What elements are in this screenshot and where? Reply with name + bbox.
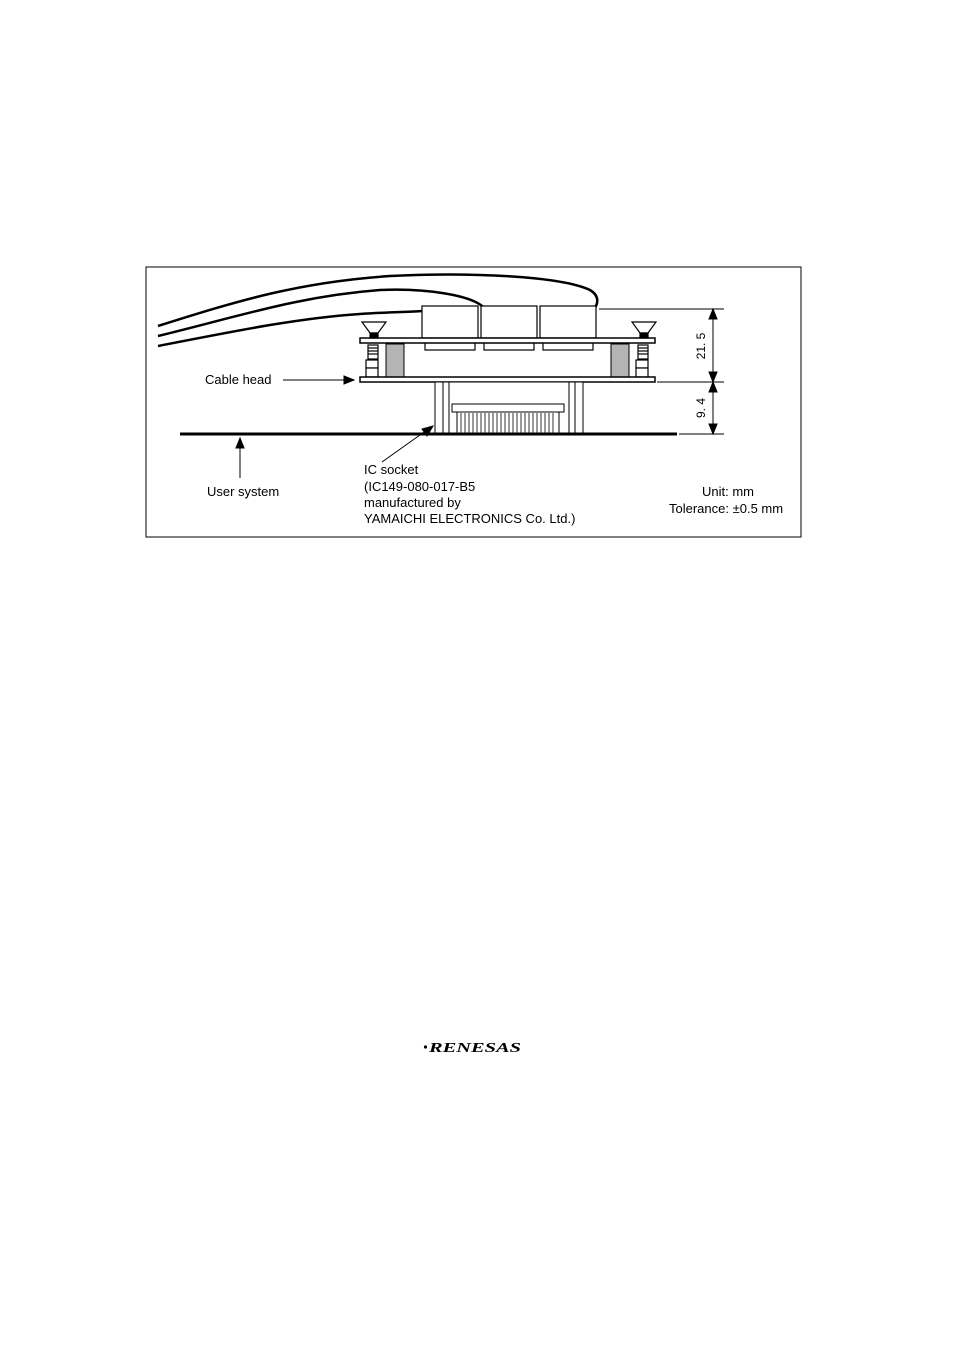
ic-socket-label-line4: YAMAICHI ELECTRONICS Co. Ltd.)	[364, 511, 576, 526]
renesas-logo	[423, 1037, 523, 1060]
left-screw	[362, 322, 386, 377]
user-system-arrow	[236, 438, 244, 478]
ic-socket-arrow	[382, 426, 433, 462]
cable-head-label: Cable head	[205, 372, 272, 387]
dimension-lower: 9. 4	[694, 397, 708, 419]
dimension-upper: 21. 5	[694, 332, 708, 360]
right-screw	[632, 322, 656, 377]
ic-socket-label-line3: manufactured by	[364, 495, 461, 510]
renesas-logo-text: RENESAS	[427, 1041, 522, 1055]
user-system-label: User system	[207, 484, 280, 499]
cable-head-board	[360, 377, 655, 382]
ic-socket-label-line2: (IC149-080-017-B5	[364, 479, 476, 494]
cable-head-arrow	[283, 376, 354, 384]
ic-socket-label-line1: IC socket	[364, 462, 419, 477]
tolerance-note: Tolerance: ±0.5 mm	[669, 501, 784, 516]
unit-note: Unit: mm	[702, 484, 754, 499]
top-board	[360, 338, 655, 343]
